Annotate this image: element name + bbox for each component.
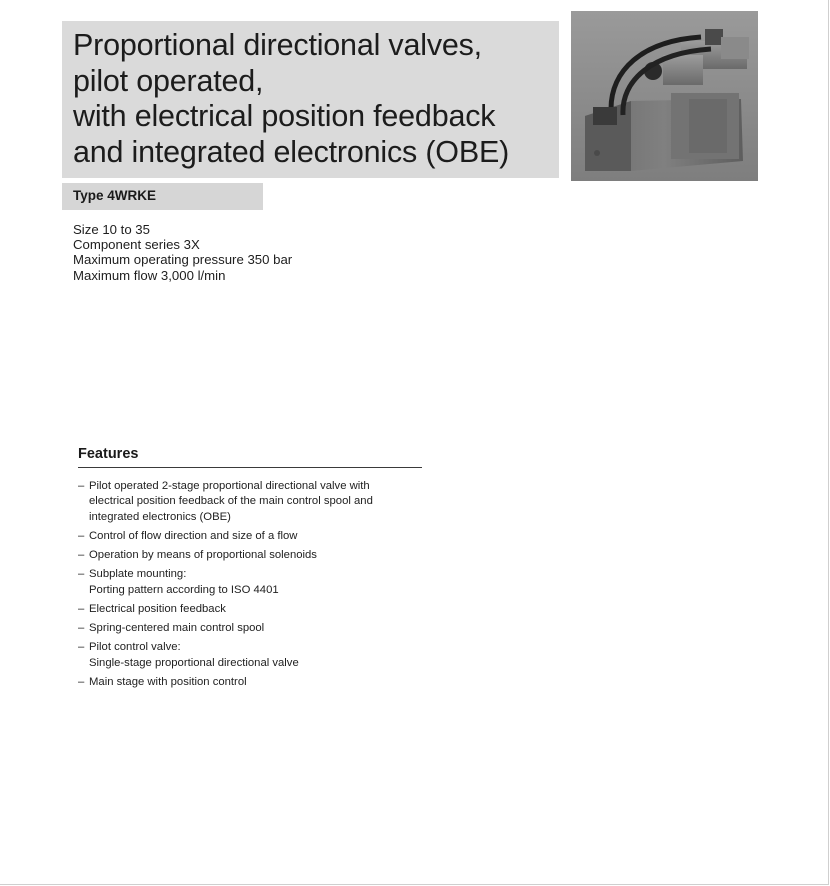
valve-photo [571, 11, 758, 181]
spec-line: Maximum operating pressure 350 bar [73, 252, 293, 268]
feature-text: Single-stage proportional directional valve [89, 656, 299, 669]
feature-text: Pilot control valve: [89, 641, 181, 654]
feature-text: Pilot operated 2-stage proportional directional valve with [89, 480, 370, 492]
bullet-dash: – [78, 480, 85, 492]
spec-line: Maximum flow 3,000 l/min [73, 267, 226, 283]
bullet-dash: – [78, 641, 85, 654]
feature-text: Subplate mounting: [89, 568, 187, 581]
title-line: with electrical position feedback [73, 99, 496, 133]
feature-text: Spring-centered main control spool [89, 622, 265, 635]
feature-text: Operation by means of proportional solenoids [89, 549, 317, 562]
feature-item [78, 567, 418, 598]
spec-line: Component series 3X [73, 237, 200, 253]
title-line: and integrated electronics (OBE) [73, 134, 510, 169]
bullet-dash: – [78, 676, 85, 689]
feature-item [78, 640, 418, 671]
features-list [78, 479, 418, 694]
feature-item [78, 621, 418, 636]
feature-text: integrated electronics (OBE) [89, 510, 231, 523]
bullet-dash: – [78, 622, 85, 635]
feature-item [78, 529, 418, 544]
features-heading: Features [78, 446, 422, 468]
page-title [62, 21, 559, 170]
feature-text: Main stage with position control [89, 676, 247, 689]
bullet-dash: – [78, 603, 85, 616]
feature-text: Electrical position feedback [89, 603, 226, 616]
feature-text: electrical position feedback of the main control spool and [89, 495, 373, 508]
title-line: Proportional directional valves, [73, 28, 482, 62]
feature-item [78, 479, 418, 525]
feature-item [78, 675, 418, 690]
feature-item [78, 602, 418, 617]
type-label-box [62, 183, 263, 210]
title-line: pilot operated, [73, 63, 264, 98]
spec-summary [73, 222, 292, 283]
feature-item [78, 548, 418, 563]
bullet-dash: – [78, 568, 85, 581]
bullet-dash: – [78, 530, 85, 543]
bullet-dash: – [78, 549, 85, 562]
type-label: Type 4WRKE [73, 188, 157, 203]
title-box [62, 21, 559, 178]
spec-line: Size 10 to 35 [73, 222, 150, 237]
valve-photo-icon [571, 11, 758, 181]
feature-text: Porting pattern according to ISO 4401 [89, 583, 279, 596]
feature-text: Control of flow direction and size of a flow [89, 530, 298, 543]
